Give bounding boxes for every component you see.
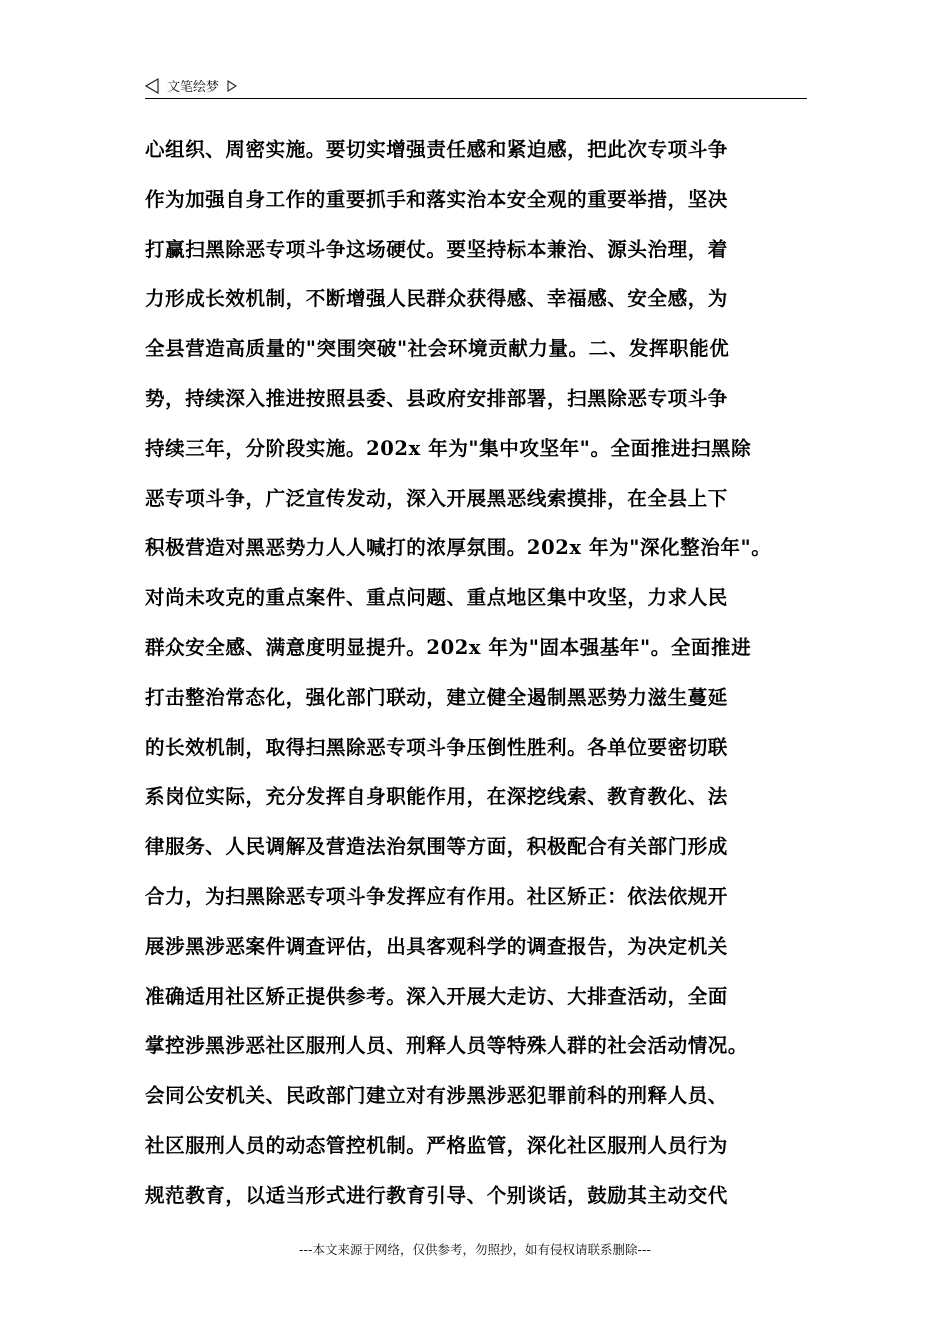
page-header	[145, 74, 807, 99]
text-line: 持续三年，分阶段实施。202x 年为"集中攻坚年"。全面推进扫黑除	[145, 436, 752, 460]
text-line: 会同公安机关、民政部门建立对有涉黑涉恶犯罪前科的刑释人员、	[145, 1084, 728, 1108]
text-line: 打击整治常态化，强化部门联动，建立健全遏制黑恶势力滋生蔓延	[145, 685, 728, 709]
triangle-left-outline-icon	[145, 78, 159, 94]
text-line: 掌控涉黑涉恶社区服刑人员、刑释人员等特殊人群的社会活动情况。	[145, 1034, 749, 1058]
text-line: 准确适用社区矫正提供参考。深入开展大走访、大排查活动，全面	[145, 984, 728, 1008]
document-body	[145, 130, 813, 1226]
text-line: 全县营造高质量的"突围突破"社会环境贡献力量。二、发挥职能优	[145, 337, 730, 361]
text-line: 规范教育，以适当形式进行教育引导、个别谈话，鼓励其主动交代	[145, 1183, 728, 1207]
text-line: 对尚未攻克的重点案件、重点问题、重点地区集中攻坚，力求人民	[145, 586, 728, 610]
text-line: 力形成长效机制，不断增强人民群众获得感、幸福感、安全感，为	[145, 287, 728, 311]
text-line: 打赢扫黑除恶专项斗争这场硬仗。要坚持标本兼治、源头治理，着	[145, 237, 728, 261]
text-line: 系岗位实际，充分发挥自身职能作用，在深挖线索、教育教化、法	[145, 785, 728, 809]
text-line: 势，持续深入推进按照县委、县政府安排部署，扫黑除恶专项斗争	[145, 386, 728, 410]
text-line: 积极营造对黑恶势力人人喊打的浓厚氛围。202x 年为"深化整治年"。	[145, 536, 772, 560]
text-line: 作为加强自身工作的重要抓手和落实治本安全观的重要举措，坚决	[145, 187, 728, 211]
text-line: 心组织、周密实施。要切实增强责任感和紧迫感，把此次专项斗争	[145, 138, 728, 161]
text-line: 合力，为扫黑除恶专项斗争发挥应有作用。社区矫正：依法依规开	[145, 884, 728, 908]
text-line: 律服务、人民调解及营造法治氛围等方面，积极配合有关部门形成	[145, 835, 728, 859]
header-brand	[145, 76, 237, 95]
triangle-right-outline-icon	[227, 80, 237, 92]
header-title: 文笔绘梦	[167, 80, 220, 95]
text-line: 社区服刑人员的动态管控机制。严格监管，深化社区服刑人员行为	[145, 1133, 728, 1157]
text-line: 展涉黑涉恶案件调查评估，出具客观科学的调查报告，为决定机关	[145, 934, 728, 958]
text-line: 恶专项斗争，广泛宣传发动，深入开展黑恶线索摸排，在全县上下	[145, 486, 728, 510]
page-footer: ---本文来源于网络，仅供参考，勿照抄，如有侵权请联系删除---	[298, 1242, 652, 1257]
text-line: 群众安全感、满意度明显提升。202x 年为"固本强基年"。全面推进	[145, 635, 752, 659]
text-line: 的长效机制，取得扫黑除恶专项斗争压倒性胜利。各单位要密切联	[145, 735, 728, 759]
